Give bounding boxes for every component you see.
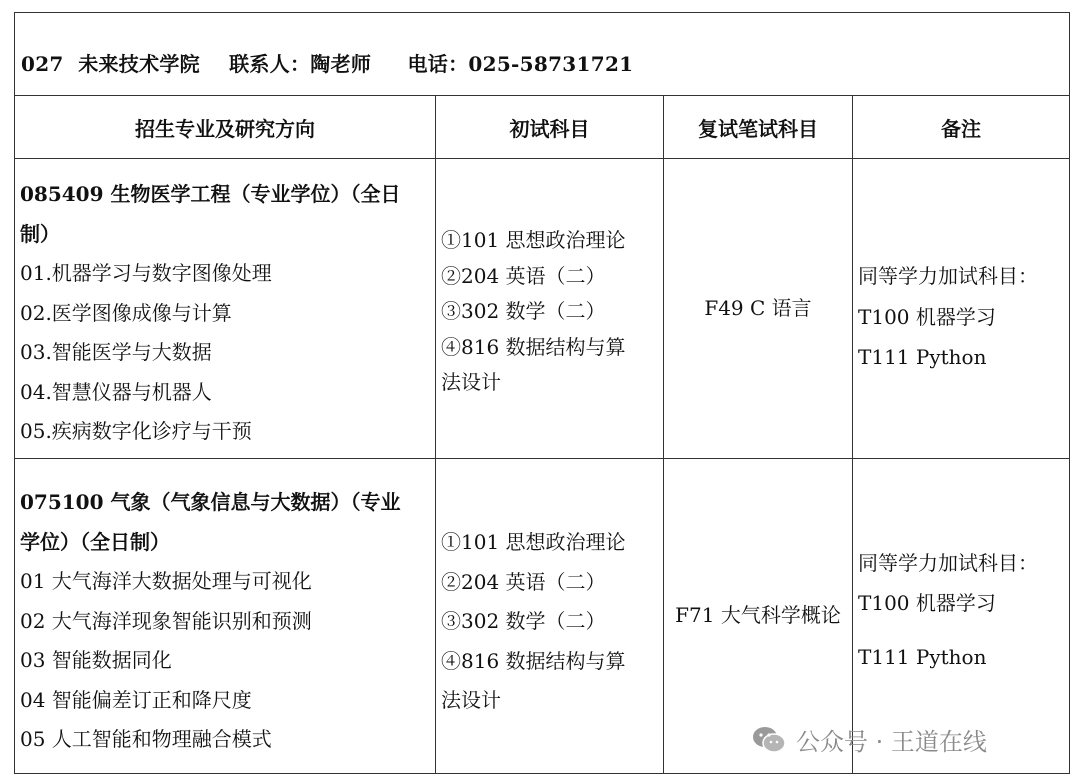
contact-label: 联系人： bbox=[229, 52, 311, 76]
exam-subject: ②204 英语（二） bbox=[441, 569, 606, 594]
research-direction: 05.疾病数字化诊疗与干预 bbox=[20, 419, 252, 443]
exam-subject: ④816 数据结构与算 bbox=[441, 648, 626, 673]
exam-subjects-cell bbox=[441, 223, 661, 401]
major-title-line: 学位）（全日制） bbox=[20, 529, 170, 554]
note-line: 同等学力加试科目： bbox=[858, 551, 1038, 575]
column-header-notes: 备注 bbox=[941, 116, 981, 141]
exam-subject: 法设计 bbox=[441, 688, 501, 712]
watermark bbox=[752, 722, 987, 757]
exam-subject: ①101 思想政治理论 bbox=[441, 228, 626, 252]
retest-subject: F71 大气科学概论 bbox=[675, 603, 841, 628]
watermark-text: 公众号 · 王道在线 bbox=[796, 728, 987, 756]
column-header-retest: 复试笔试科目 bbox=[698, 116, 818, 141]
research-direction: 02.医学图像成像与计算 bbox=[20, 300, 232, 325]
school-header bbox=[21, 48, 633, 77]
exam-subject: ③302 数学（二） bbox=[441, 609, 606, 633]
research-direction: 01.机器学习与数字图像处理 bbox=[20, 261, 272, 285]
research-direction: 04.智慧仪器与机器人 bbox=[20, 379, 212, 404]
school-name: 未来技术学院 bbox=[78, 52, 200, 76]
research-direction: 03 智能数据同化 bbox=[20, 648, 172, 672]
research-direction: 03.智能医学与大数据 bbox=[20, 340, 212, 364]
table-row-major-cell bbox=[20, 175, 432, 452]
note-line: T100 机器学习 bbox=[858, 591, 996, 615]
divider bbox=[435, 95, 436, 773]
note-line: 同等学力加试科目： bbox=[858, 264, 1038, 288]
retest-subject: F49 C 语言 bbox=[704, 295, 812, 320]
note-line: T111 Python bbox=[858, 645, 987, 669]
school-code: 027 bbox=[21, 52, 64, 76]
admission-table bbox=[14, 12, 1070, 774]
note-line: T111 Python bbox=[858, 345, 987, 369]
contact-name: 陶老师 bbox=[310, 52, 372, 76]
research-direction: 04 智能偏差订正和降尺度 bbox=[20, 687, 252, 712]
research-direction: 01 大气海洋大数据处理与可视化 bbox=[20, 569, 312, 593]
phone-label: 电话： bbox=[407, 52, 469, 76]
major-title-line: 制） bbox=[20, 221, 60, 246]
column-header-exam: 初试科目 bbox=[509, 116, 590, 141]
wechat-icon bbox=[752, 726, 786, 754]
major-title-line: 075100 气象（气象信息与大数据）（专业 bbox=[20, 490, 401, 514]
research-direction: 02 大气海洋现象智能识别和预测 bbox=[20, 608, 312, 633]
divider bbox=[15, 158, 1069, 159]
exam-subject: ①101 思想政治理论 bbox=[441, 530, 626, 554]
major-title-line: 085409 生物医学工程（专业学位）（全日 bbox=[20, 182, 401, 206]
column-header-major: 招生专业及研究方向 bbox=[135, 116, 315, 141]
note-line: T100 机器学习 bbox=[858, 304, 996, 329]
research-direction: 05 人工智能和物理融合模式 bbox=[20, 727, 272, 751]
table-row-major-cell bbox=[20, 483, 432, 760]
phone-number: 025-58731721 bbox=[468, 52, 634, 76]
exam-subject: 法设计 bbox=[441, 370, 501, 394]
exam-subject: ④816 数据结构与算 bbox=[441, 334, 626, 359]
divider bbox=[15, 458, 1069, 459]
exam-subject: ③302 数学（二） bbox=[441, 299, 606, 323]
exam-subjects-cell bbox=[441, 523, 661, 721]
notes-cell bbox=[858, 256, 1068, 378]
notes-cell bbox=[858, 543, 1068, 677]
divider bbox=[852, 95, 853, 773]
exam-subject: ②204 英语（二） bbox=[441, 263, 606, 288]
